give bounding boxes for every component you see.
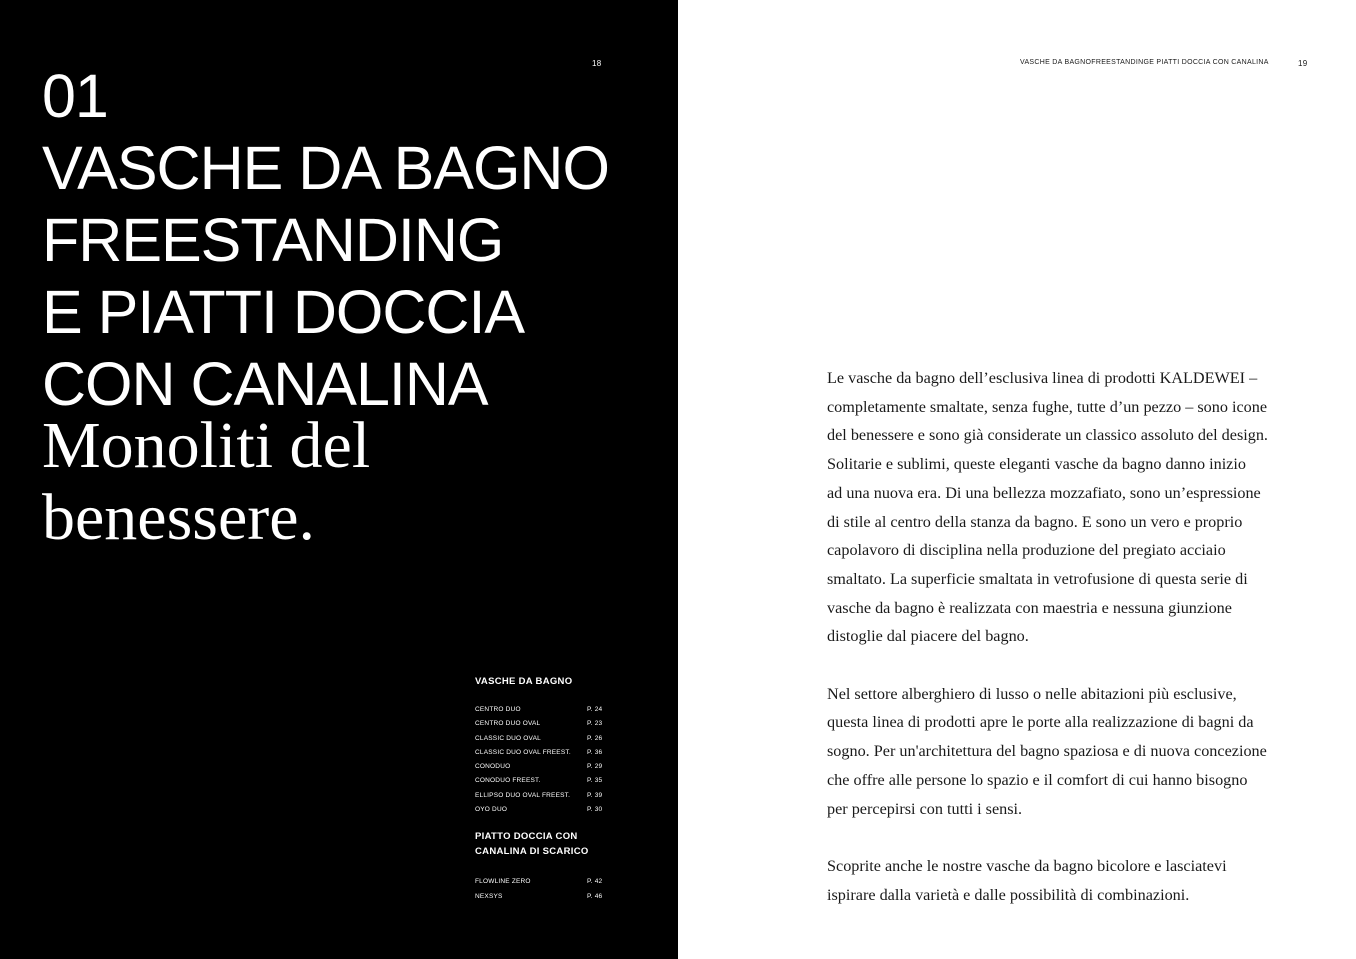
toc-item[interactable] [475,803,605,817]
toc-item[interactable] [475,760,605,774]
text-line: distoglie dal piacere del bagno. [827,627,1029,646]
toc-item-page: P. 26 [587,734,603,742]
toc-item[interactable] [475,875,605,889]
paragraph [827,852,1322,909]
text-line: Le vasche da bagno dell’esclusiva linea di prodotti KALDEWEI – [827,369,1258,387]
text-line: del benessere e sono già considerate un classico assoluto del design. [827,426,1268,445]
text-line: questa linea di prodotti apre le porte alla realizzazione di bagni da [827,713,1254,732]
text-line: ispirare dalla varietà e dalle possibilità di combinazioni. [827,885,1190,904]
text-line: Solitarie e sublimi, queste eleganti vasche da bagno danno inizio [827,455,1246,474]
text-line: smaltato. La superficie smaltata in vetrofusione di questa serie di [827,569,1248,588]
table-of-contents [475,674,605,904]
toc-item-page: P. 23 [587,720,603,728]
text-line: sogno. Per un'architettura del bagno spaziosa e di nuova concezione [827,742,1267,761]
toc-item-page: P. 30 [587,806,603,814]
body-text [827,364,1322,938]
text-line: Scoprite anche le nostre vasche da bagno bicolore e lasciatevi [827,856,1227,875]
chapter-title-line: FREESTANDING [42,206,504,274]
text-line: vasche da bagno è realizzata con maestria e nessuna giunzione [827,598,1232,617]
toc-item-name: CONODUO [475,763,511,771]
toc-item[interactable] [475,717,605,731]
chapter-subtitle [42,410,642,554]
toc-item-name: CENTRO DUO OVAL [475,720,541,728]
paragraph [827,680,1322,824]
toc-item-page: P. 24 [587,706,603,713]
toc-heading-line: PIATTO DOCCIA CON [475,831,578,843]
text-line: Nel settore alberghiero di lusso o nelle abitazioni più esclusive, [827,684,1237,703]
running-header: VASCHE DA BAGNOFREESTANDINGE PIATTI DOCCIA CON CANALINA [1020,59,1269,66]
right-page [678,0,1356,959]
text-line: che offre alle persone lo spazio e il comfort di cui hanno bisogno [827,770,1248,789]
toc-item-name: OYO DUO [475,806,508,814]
text-line: ad una nuova era. Di una bellezza mozzafiato, sono un’espressione [827,483,1261,502]
page-number-left: 18 [592,59,602,68]
toc-item-name: CONODUO FREEST. [475,777,541,785]
toc-item-name: CENTRO DUO [475,706,521,713]
page-number-right: 19 [1298,59,1308,68]
toc-item-name: CLASSIC DUO OVAL FREEST. [475,748,571,756]
toc-heading-shower-trays [475,829,605,859]
toc-item[interactable] [475,746,605,760]
toc-item-page: P. 36 [587,748,603,756]
text-line: di stile al centro della stanza da bagno. E sono un vero e proprio [827,512,1243,531]
toc-item[interactable] [475,774,605,788]
toc-item[interactable] [475,703,605,717]
chapter-title-line: CON CANALINA [42,350,488,418]
toc-list-bathtubs [475,703,605,817]
toc-item-page: P. 46 [587,892,603,900]
toc-item-name: NEXSYS [475,892,503,900]
chapter-number: 01 [42,62,108,130]
subtitle-line: benessere. [42,481,316,554]
toc-item-page: P. 35 [587,777,603,785]
text-line: capolavoro di disciplina nella produzione del pregiato acciaio [827,541,1226,560]
toc-item-page: P. 29 [587,763,603,771]
text-line: completamente smaltate, senza fughe, tutte d’un pezzo – sono icone [827,397,1268,416]
subtitle-line: Monoliti del [42,409,371,482]
chapter-title [42,60,642,420]
toc-item-page: P. 42 [587,878,603,886]
toc-item-name: ELLIPSO DUO OVAL FREEST. [475,791,571,799]
toc-item-page: P. 39 [587,791,603,799]
chapter-title-line: VASCHE DA BAGNO [42,134,609,202]
toc-list-shower-trays [475,875,605,904]
text-line: per percepirsi con tutti i sensi. [827,799,1023,818]
toc-item-name: FLOWLINE ZERO [475,878,531,886]
toc-item[interactable] [475,789,605,803]
chapter-title-line: E PIATTI DOCCIA [42,278,525,346]
toc-heading-bathtubs: VASCHE DA BAGNO [475,676,573,687]
toc-item[interactable] [475,732,605,746]
toc-heading-line: CANALINA DI SCARICO [475,846,589,858]
toc-item-name: CLASSIC DUO OVAL [475,734,541,742]
toc-item[interactable] [475,890,605,904]
paragraph [827,364,1322,651]
